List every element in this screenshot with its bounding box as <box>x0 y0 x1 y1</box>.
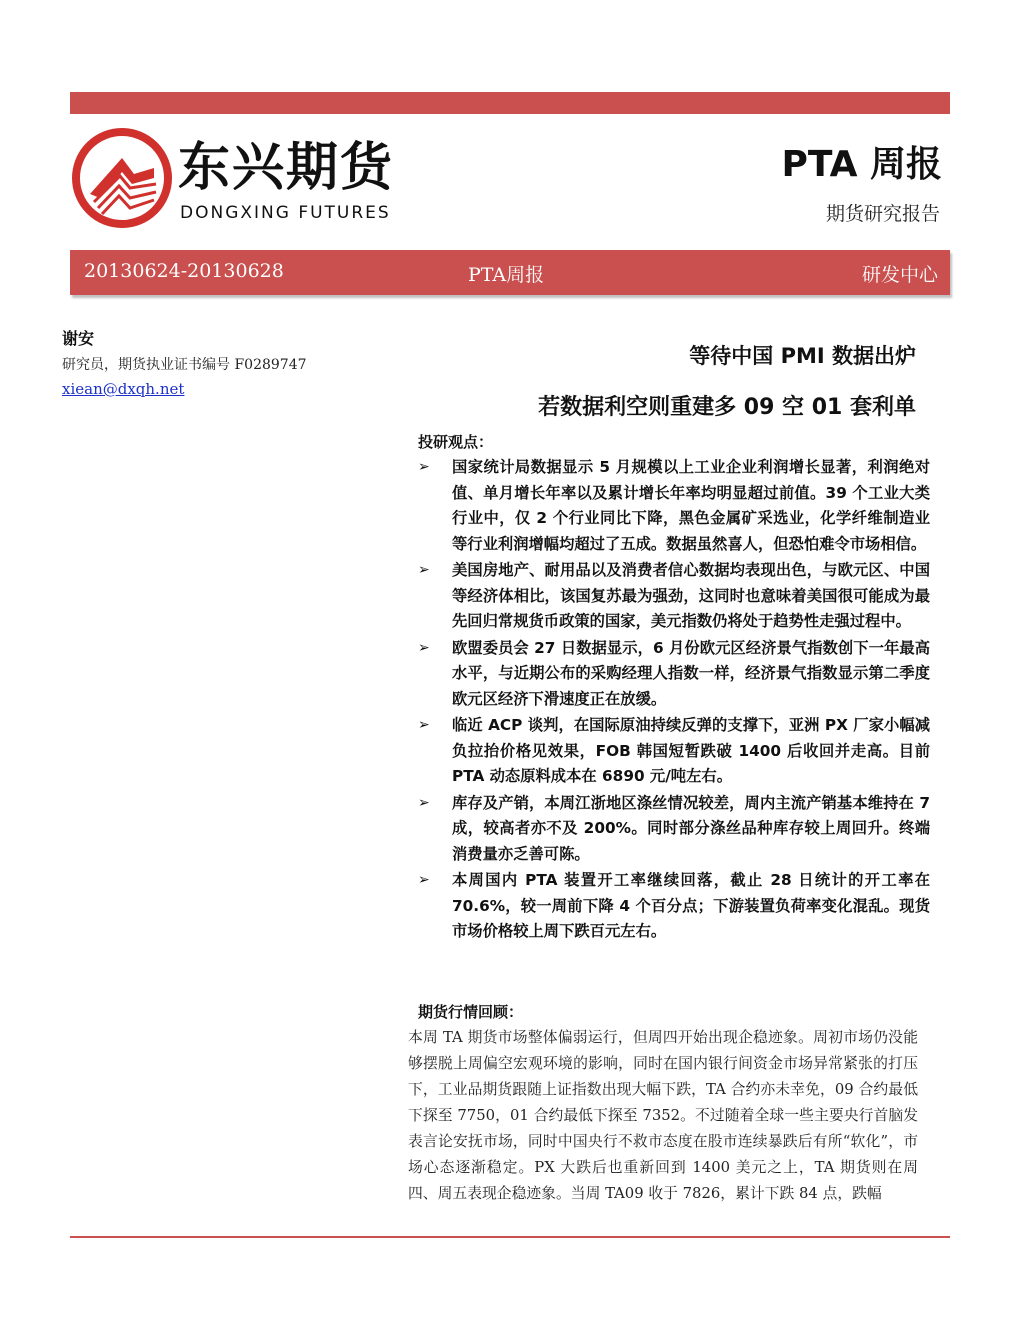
bullet-text: 欧盟委员会 27 日数据显示，6 月份欧元区经济景气指数创下一年最高水平，与近期公布的采购经理人指数一样，经济景气指数显示第二季度欧元区经济下滑速度正在放缓。 <box>452 638 930 708</box>
arrowhead-bullet-icon: ➢ <box>418 872 430 888</box>
headline-secondary: 若数据利空则重建多 09 空 01 套利单 <box>538 395 916 420</box>
review-heading: 期货行情回顾： <box>418 1003 524 1021</box>
list-item <box>418 713 930 790</box>
viewpoints-heading: 投研观点： <box>418 433 494 451</box>
info-bar <box>70 250 950 295</box>
report-date-range: 20130624-20130628 <box>84 260 284 282</box>
author-name: 谢安 <box>62 329 95 348</box>
arrowhead-bullet-icon: ➢ <box>418 717 430 733</box>
list-item <box>418 868 930 945</box>
arrowhead-bullet-icon: ➢ <box>418 562 430 578</box>
arrowhead-bullet-icon: ➢ <box>418 794 430 811</box>
list-item <box>418 636 930 713</box>
arrowhead-bullet-icon: ➢ <box>418 639 430 656</box>
bullet-text: 国家统计局数据显示 5 月规模以上工业企业利润增长显著，利润绝对值、单月增长年率以及累计增长年率均明显超过前值。39 个工业大类行业中，仅 2 个行业同比下降，黑色金属矿采选业，化学纤维制造业等行业利润增幅均超过了五成。数据虽然喜人，但恐怕难令市场相信。 <box>452 458 930 553</box>
headline-primary: 等待中国 PMI 数据出炉 <box>689 344 916 368</box>
bullet-text: 临近 ACP 谈判，在国际原油持续反弹的支撑下，亚洲 PX 厂家小幅减负拉抬价格见效果，FOB 韩国短暂跌破 1400 后收回并走高。目前 PTA 动态原料成本在 6890 元/吨左右。 <box>452 716 930 785</box>
review-paragraph: 本周 TA 期货市场整体偏弱运行，但周四开始出现企稳迹象。周初市场仍没能够摆脱上周偏空宏观环境的影响，同时在国内银行间资金市场异常紧张的打压下，工业品期货跟随上证指数出现大幅下跌，TA 合约亦未幸免，09 合约最低下探至 7750，01 合约最低下探至 7352。不过随着全球一些主要央行首脑发表言论安抚市场，同时中国央行不救市态度在股市连续暴跌后有所“软化”，市场心态逐渐稳定。PX 大跌后也重新回到 1400 美元之上，TA 期货则在周四、周五表现企稳迹象。当周 TA09 收于 7826，累计下跌 84 点，跌幅 <box>408 1029 918 1202</box>
logo-chinese-name: 东兴期货 <box>178 138 395 198</box>
top-accent-bar <box>70 92 950 114</box>
dongxing-logo-icon <box>72 128 172 228</box>
bullet-text: 本周国内 PTA 装置开工率继续回落，截止 28 日统计的开工率在 70.6%，较一周前下降 4 个百分点；下游装置负荷率变化混乱。现货市场价格较上周下跌百元左右。 <box>452 871 930 940</box>
arrowhead-bullet-icon: ➢ <box>418 459 430 475</box>
report-type-label: PTA周报 <box>468 264 545 286</box>
list-item <box>418 558 930 635</box>
bottom-divider <box>70 1236 950 1238</box>
viewpoints-list <box>418 455 930 946</box>
bullet-text: 美国房地产、耐用品以及消费者信心数据均表现出色，与欧元区、中国等经济体相比，该国复苏最为强劲，这同时也意味着美国很可能成为最先回归常规货币政策的国家，美元指数仍将处于趋势性走强过程中。 <box>452 561 930 630</box>
department-label: 研发中心 <box>861 264 938 286</box>
author-role: 研究员，期货执业证书编号 F0289747 <box>62 357 307 373</box>
report-title: PTA 周报 <box>781 144 942 185</box>
report-subtitle: 期货研究报告 <box>825 203 940 225</box>
author-email-link[interactable]: xiean@dxqh.net <box>62 380 185 398</box>
bullet-text: 库存及产销，本周江浙地区涤丝情况较差，周内主流产销基本维持在 7 成，较高者亦不及 200%。同时部分涤丝品种库存较上周回升。终端消费量亦乏善可陈。 <box>452 793 930 863</box>
logo-english-name: DONGXING FUTURES <box>180 203 391 223</box>
list-item <box>418 455 930 557</box>
list-item <box>418 791 930 868</box>
